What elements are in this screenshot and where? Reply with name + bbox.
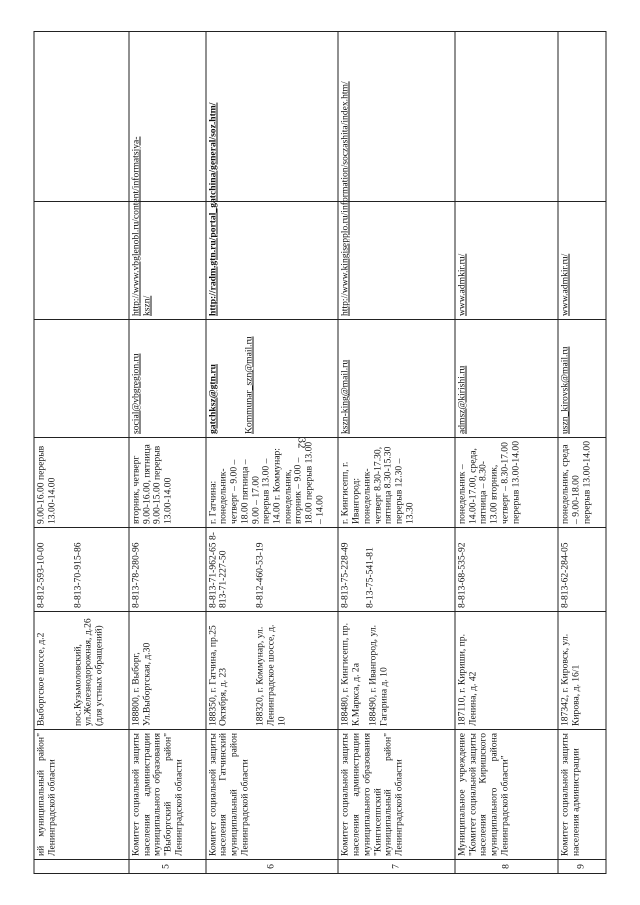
- row-number: [34, 859, 129, 873]
- table-row: [558, 31, 606, 873]
- address-cell: [455, 611, 559, 729]
- extra-cell: [34, 31, 129, 201]
- row-number: 7: [338, 859, 455, 873]
- address-primary: Выборгское шоссе, д.2: [35, 632, 47, 726]
- email-link[interactable]: admsz@kirishi.ru: [456, 365, 468, 434]
- phone-primary: 8-812-593-10-00: [35, 541, 47, 608]
- phone-cell: [34, 527, 129, 611]
- website-cell: [338, 80, 455, 319]
- phone-cell: [338, 527, 455, 611]
- page-number: 32: [295, 437, 308, 449]
- phone-primary: 8-813-71-962-65 8-813-71-227-50: [207, 531, 229, 608]
- phone-primary: 8-813-68-535-92: [456, 541, 468, 608]
- phone-secondary: 8-812-460-53-19: [254, 541, 266, 608]
- phone-cell: [455, 527, 559, 611]
- phone-cell: [206, 527, 339, 611]
- website-link[interactable]: www.admkir.ru/: [456, 253, 468, 316]
- website-link[interactable]: http://radm.gtn.ru/portal_gatchina/general/soz.htm/: [207, 102, 219, 316]
- table-row: [338, 31, 455, 873]
- address-primary: 188480, г. Кингисепп, пр. К.Маркса, д. 2а: [339, 622, 362, 726]
- extra-cell: [455, 31, 559, 201]
- row-number: 6: [206, 859, 339, 873]
- hours-cell: г. Кингисепп, г. Ивангород: понедельник-четверг 8.30-17.30, пятница 8.30-15.30 перерыв 12.30 –13.30: [338, 437, 455, 527]
- address-cell: [129, 611, 206, 729]
- organization-name: ий муниципальный район" Ленинградской области: [34, 729, 129, 859]
- email-cell: [129, 319, 206, 437]
- extra-cell: [558, 31, 606, 201]
- website-link[interactable]: http://www.kingisepplo.ru/information/soczashita/index.htm/: [339, 80, 351, 316]
- email-cell: [338, 319, 455, 437]
- website-link[interactable]: http://www.vbglenobl.ru/content/informatsiya-kszn/: [130, 136, 153, 316]
- organization-name: Муниципальное учреждение "Комитет социальной защиты населения Киришского муниципального района Ленинградской области": [455, 729, 559, 859]
- email-cell: [558, 319, 606, 437]
- email-link[interactable]: social@vbgregion.ru: [130, 352, 142, 434]
- email-link-secondary[interactable]: Kommunar_szn@mail.ru: [243, 335, 255, 434]
- website-cell: [206, 102, 339, 319]
- address-secondary: 188490, г. Ивангород, ул. Гагарина д. 10: [367, 624, 390, 726]
- address-primary: 187110, г. Кириши, пр. Ленина, д. 42: [456, 633, 479, 726]
- phone-cell: [129, 527, 206, 611]
- address-primary: 188350, г. Гатчина, пр.25 Октября, д. 23: [207, 624, 229, 726]
- address-primary: 187342, г. Кировск, ул. Кирова, д. 16/1: [559, 633, 582, 726]
- email-cell: [455, 319, 559, 437]
- hours-cell: 9.00-16.00 перерыв 13.00-14.00: [34, 437, 129, 527]
- hours-cell: понедельник, среда – 9.00-18.00 перерыв 13.00-14.00: [558, 437, 606, 527]
- phone-primary: 8-813-62-284-05: [559, 541, 571, 608]
- phone-cell: [558, 527, 606, 611]
- phone-secondary: 8-13-75-541-81: [364, 546, 376, 608]
- website-cell: [129, 136, 206, 319]
- phone-primary: 8-813-75-228-49: [339, 541, 351, 608]
- rotated-page: [34, 32, 607, 874]
- address-cell: [206, 611, 339, 729]
- website-cell: [558, 201, 606, 319]
- address-secondary: 188320, г. Коммунар, ул. Ленинградское шоссе, д. 10: [254, 624, 287, 726]
- table-row: [34, 31, 129, 873]
- row-number: 9: [558, 859, 606, 873]
- organization-name: Комитет социальной защиты населения администрации: [558, 729, 606, 859]
- address-cell: [558, 611, 606, 729]
- organization-name: Комитет социальной защиты населения администрации муниципального образования "Кингисеппский муниципальный район" Ленинградской области: [338, 729, 455, 859]
- email-link[interactable]: uszn_kirovsk@mail.ru: [559, 346, 571, 434]
- email-cell: [34, 319, 129, 437]
- website-cell: [455, 201, 559, 319]
- email-cell: [206, 319, 339, 437]
- website-cell: [34, 201, 129, 319]
- hours-cell: понедельник – 14.00-17.00, среда, пятница – 8.30-13.00 вторник, четверг – 8.30-17.00 перерыв 13.00-14.00: [455, 437, 559, 527]
- phone-secondary: 8-813-70-915-86: [72, 541, 84, 608]
- website-link[interactable]: www.admkir.ru/: [559, 253, 571, 316]
- row-number: 5: [129, 859, 206, 873]
- social-protection-table: [34, 31, 607, 874]
- email-link[interactable]: gatchksz@gtn.ru: [207, 363, 219, 434]
- extra-cell: [206, 31, 339, 201]
- address-cell: [338, 611, 455, 729]
- hours-cell: г. Гатчина: понедельник-четверг – 9.00 – 18.00 пятница – 9.00 – 17.00 перерыв 13.00 – 14.00 г. Коммунар: понедельник, вторник – 9.00 – 18.00 перерыв 13.00 – 14.00: [206, 437, 339, 527]
- organization-name: Комитет социальной защиты населения Гатчинский муниципальный район Ленинградской области: [206, 729, 339, 859]
- organization-name: Комитет социальной защиты населения администрации муниципального образования "Выборгский район" Ленинградской области: [129, 729, 206, 859]
- address-cell: [34, 611, 129, 729]
- row-number: 8: [455, 859, 559, 873]
- email-link[interactable]: kszn-king@mail.ru: [339, 359, 351, 434]
- table-row: [129, 31, 206, 873]
- extra-cell: [338, 31, 455, 201]
- hours-cell: вторник, четверг 9.00-16.00, пятница 9.00-15.00 перерыв 13.00-14.00: [129, 437, 206, 527]
- table-row: [206, 31, 339, 873]
- address-secondary: пос.Кузьмоловский, ул.Железнодорожная, д.26 (для устных обращений): [72, 617, 105, 726]
- table-row: [455, 31, 559, 873]
- phone-primary: 8-813-78-280-96: [130, 541, 142, 608]
- address-primary: 188800, г. Выборг, Ул.Выборгская, д.30: [130, 642, 153, 726]
